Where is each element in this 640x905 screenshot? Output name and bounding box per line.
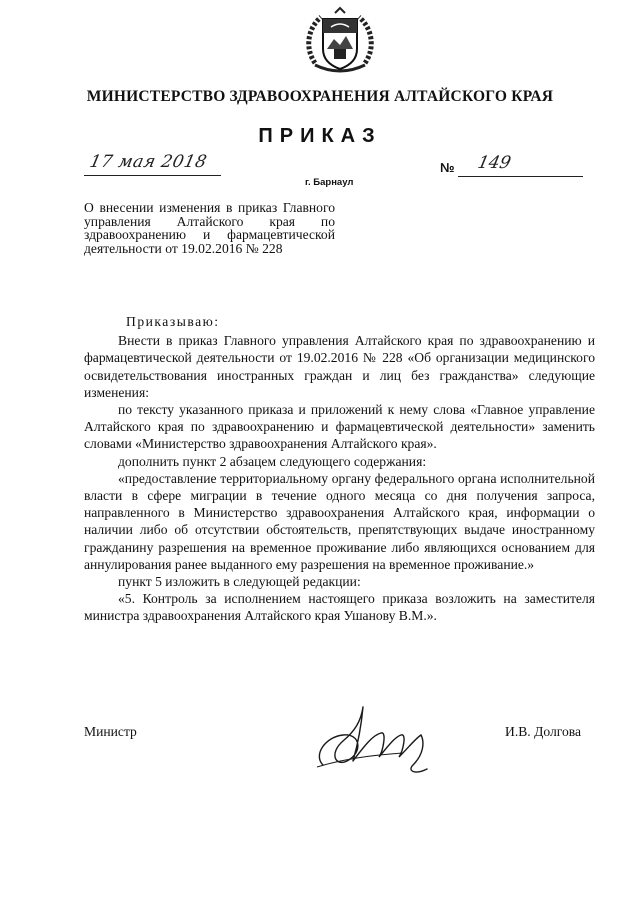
order-subject: О внесении изменения в приказ Главного управления Алтайского края по здравоохранению и фармацевтической деятельности от 19.02.2016 № 228 — [84, 200, 335, 256]
body-paragraph: пункт 5 изложить в следующей редакции: — [118, 574, 361, 590]
signature-icon — [303, 695, 453, 777]
order-date: 17 мая 2018 — [87, 152, 209, 172]
body-paragraph: по тексту указанного приказа и приложений к нему слова «Главное управление Алтайского края по здравоохранению и фармацевтической деятельности» заменить словами «Министерство здравоохранения Алтайского края». — [84, 402, 595, 452]
date-underline — [84, 175, 221, 176]
signer-name: И.В. Долгова — [505, 724, 582, 739]
city-label: г. Барнаул — [305, 177, 354, 188]
coat-of-arms-icon — [301, 5, 379, 83]
body-paragraph: дополнить пункт 2 абзацем следующего содержания: — [118, 453, 427, 469]
minister-title: Министр — [84, 724, 137, 739]
number-label: № — [440, 160, 455, 175]
order-number: 149 — [475, 153, 513, 173]
document-type-title: ПРИКАЗ — [258, 125, 382, 147]
body-paragraph: Внести в приказ Главного управления Алтайского края по здравоохранению и фармацевтической деятельности от 19.02.2016 № 228 «Об организации медицинского освидетельствования иностранных граждан и лиц без гражданства» следующие изменения: — [84, 333, 595, 400]
number-underline — [458, 176, 583, 177]
ministry-name: МИНИСТЕРСТВО ЗДРАВООХРАНЕНИЯ АЛТАЙСКОГО КРАЯ — [86, 88, 554, 105]
order-lead: Приказываю: — [126, 314, 220, 329]
order-body — [84, 313, 595, 625]
body-paragraph: «5. Контроль за исполнением настоящего приказа возложить на заместителя министра здравоохранения Алтайского края Ушанову В.М.». — [84, 591, 595, 624]
body-paragraph: «предоставление территориальному органу федерального органа исполнительной власти в сфере миграции в течение одного месяца со дня получения запроса, направленного в Министерство здравоохранения Алтайского края, информации о наличии либо об отсутствии обстоятельств, препятствующих выдаче иностранному гражданину разрешения на временное проживание либо являющихся основанием для аннулирования ранее выданного ему разрешения на временное проживание.» — [84, 470, 595, 572]
